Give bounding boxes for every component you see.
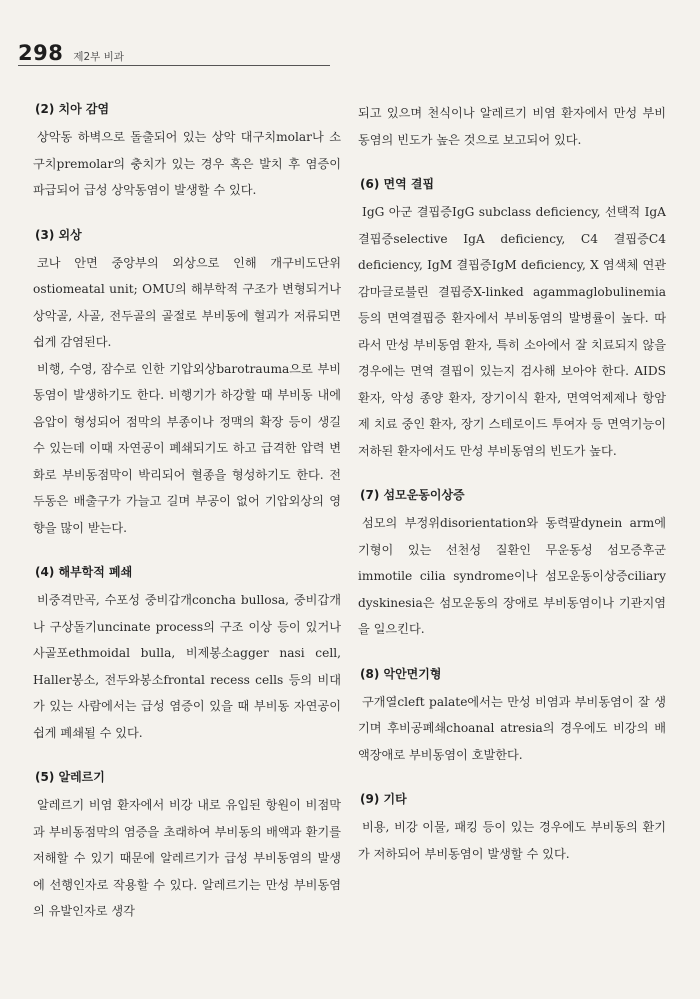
page-header <box>18 41 124 65</box>
section-other <box>358 790 666 867</box>
section-craniofacial-anomaly <box>358 665 666 769</box>
section-allergy-continued <box>358 100 666 153</box>
header-rule <box>18 65 330 66</box>
section-title: (2) 치아 감염 <box>35 102 110 116</box>
section-title: (3) 외상 <box>35 227 82 242</box>
page-number: 298 <box>18 41 64 65</box>
paragraph: 비용, 비강 이물, 패킹 등이 있는 경우에도 부비동의 환기가 저하되어 부비동염이 발생할 수 있다. <box>358 820 666 861</box>
paragraph: 상악동 하벽으로 돌출되어 있는 상악 대구치molar나 소구치premolar의 충치가 있는 경우 혹은 발치 후 염증이 파급되어 급성 상악동염이 발생할 수 있다. <box>33 130 341 197</box>
paragraph: 섬모의 부정위disorientation와 동력팔dynein arm에 기형이 있는 선천성 질환인 무운동성 섬모증후군immotile cilia syndrome이나 섬모운동이상증ciliary dyskinesia은 섬모운동의 장애로 부비동염이나 기관지염을 일으킨다. <box>358 516 666 636</box>
section-title: (7) 섬모운동이상증 <box>360 488 465 502</box>
section-ciliary-dyskinesia <box>358 486 666 643</box>
section-trauma <box>33 226 341 542</box>
right-column <box>358 100 666 867</box>
section-title: (4) 해부학적 폐쇄 <box>35 565 133 579</box>
section-anatomic-obstruction <box>33 563 341 746</box>
paragraph: 구개열cleft palate에서는 만성 비염과 부비동염이 잘 생기며 후비공폐쇄choanal atresia의 경우에도 비강의 배액장애로 부비동염이 호발한다. <box>358 694 666 762</box>
paragraph: 비중격만곡, 수포성 중비갑개concha bullosa, 중비갑개나 구상돌기uncinate process의 구조 이상 등이 있거나 사골포ethmoidal bulla, 비제봉소agger nasi cell, Haller봉소, 전두와봉소frontal recess cells 등의 비대가 있는 사람에서는 급성 염증이 있을 때 부비동 자연공이 쉽게 폐쇄될 수 있다. <box>33 593 341 740</box>
section-title: (8) 악안면기형 <box>360 666 442 681</box>
section-title: (9) 기타 <box>360 792 407 806</box>
paragraph: 비행, 수영, 잠수로 인한 기압외상barotrauma으로 부비동염이 발생하기도 한다. 비행기가 하강할 때 부비동 내에 음압이 형성되어 점막의 부종이나 정맥의 확장 등이 생길 수 있는데 이때 자연공이 폐쇄되기도 하고 급격한 압력 변화로 부비동점막이 박리되어 혈종을 형성하기도 한다. 전두동은 배출구가 가늘고 길며 부공이 없어 기압외상의 영향을 많이 받는다. <box>33 361 341 535</box>
paragraph: 되고 있으며 천식이나 알레르기 비염 환자에서 만성 부비동염의 빈도가 높은 것으로 보고되어 있다. <box>358 106 666 147</box>
section-immunodeficiency <box>358 175 666 464</box>
section-title: (5) 알레르기 <box>35 770 105 784</box>
paragraph: IgG 아군 결핍증IgG subclass deficiency, 선택적 IgA 결핍증selective IgA deficiency, C4 결핍증C4 deficiency, IgM 결핍증IgM deficiency, X 염색체 연관 감마글로불린 결핍증X-linked agammaglobulinemia 등의 면역결핍증 환자에서 부비동염의 발병률이 높다. 따라서 만성 부비동염 환자, 특히 소아에서 잘 치료되지 않을 경우에는 면역 결핍이 있는지 검사해 보아야 한다. AIDS 환자, 악성 종양 환자, 장기이식 환자, 면역억제제나 항암제 치료 중인 환자, 장기 스테로이드 투여자 등 면역기능이 저하된 환자에서도 만성 부비동염의 빈도가 높다. <box>358 205 666 458</box>
section-allergy <box>33 768 341 925</box>
left-column <box>33 100 341 925</box>
paragraph: 알레르기 비염 환자에서 비강 내로 유입된 항원이 비점막과 부비동점막의 염증을 초래하여 부비동의 배액과 환기를 저해할 수 있기 때문에 알레르기가 급성 부비동염의 발생에 선행인자로 작용할 수 있다. 알레르기는 만성 부비동염의 유발인자로 생각 <box>33 798 341 918</box>
paragraph: 코나 안면 중앙부의 외상으로 인해 개구비도단위ostiomeatal unit; OMU의 해부학적 구조가 변형되거나 상악골, 사골, 전두골의 골절로 부비동에 혈괴가 저류되면 쉽게 감염된다. <box>33 255 341 349</box>
section-title: (6) 면역 결핍 <box>360 177 435 191</box>
part-label: 제2부 비과 <box>73 51 124 63</box>
section-dental-infection <box>33 100 341 204</box>
